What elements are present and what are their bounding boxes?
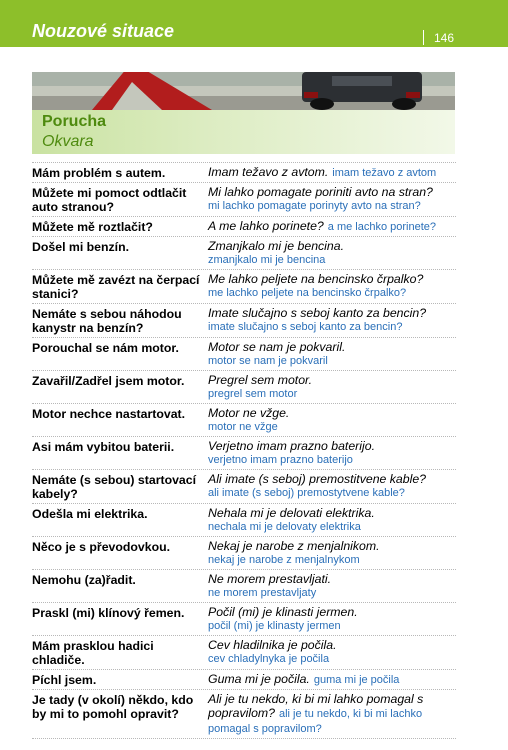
- phrase-row: [32, 217, 456, 237]
- slovenian-translation: [208, 692, 456, 736]
- czech-phrase: Došel mi benzín.: [32, 240, 130, 254]
- slovenian-phrase: Verjetno imam prazno baterijo.: [208, 439, 375, 453]
- photo-illustration: [32, 72, 455, 110]
- pronunciation: pregrel sem motor: [208, 388, 298, 400]
- pronunciation: ne morem prestavljaty: [208, 587, 317, 599]
- czech-phrase: Píchl jsem.: [32, 673, 97, 687]
- czech-phrase: Mám prasklou hadici chladiče.: [32, 639, 154, 667]
- slovenian-phrase: Pregrel sem motor.: [208, 373, 313, 387]
- slovenian-phrase: Motor ne vžge.: [208, 406, 290, 420]
- slovenian-translation: [208, 638, 456, 667]
- section-header: [32, 110, 455, 154]
- slovenian-phrase: Nehala mi je delovati elektrika.: [208, 506, 375, 520]
- czech-phrase: Můžete mi pomoct odtlačit auto stranou?: [32, 186, 187, 214]
- slovenian-translation: [208, 506, 456, 534]
- czech-phrase: Porouchal se nám motor.: [32, 341, 179, 355]
- section-title: Porucha: [42, 113, 107, 130]
- slovenian-translation: [208, 472, 456, 501]
- slovenian-phrase: A me lahko porinete?: [208, 219, 324, 233]
- slovenian-translation: [208, 572, 456, 600]
- pronunciation: imate slučajno s seboj kanto za bencin?: [208, 321, 403, 333]
- slovenian-translation: [208, 272, 456, 301]
- slovenian-phrase: Imam težavo z avtom.: [208, 165, 329, 179]
- pronunciation: nechala mi je delovaty elektrika: [208, 521, 361, 533]
- slovenian-translation: [208, 605, 456, 633]
- phrase-row: [32, 504, 456, 537]
- pronunciation: a me lachko porinete?: [327, 221, 436, 233]
- chapter-title: Nouzové situace: [32, 21, 175, 41]
- phrase-row: [32, 603, 456, 636]
- czech-phrase: Mám problém s autem.: [32, 166, 166, 180]
- slovenian-translation: [208, 539, 456, 567]
- slovenian-phrase: Mi lahko pomagate poriniti avto na stran?: [208, 185, 433, 199]
- slovenian-translation: [208, 239, 456, 267]
- phrase-row: [32, 690, 456, 739]
- czech-phrase: Asi mám vybitou baterii.: [32, 440, 175, 454]
- slovenian-translation: [208, 185, 456, 214]
- phrase-row: [32, 404, 456, 437]
- slovenian-translation: [208, 219, 456, 234]
- slovenian-phrase: Cev hladilnika je počila.: [208, 638, 337, 652]
- pronunciation: motor se nam je pokvaril: [208, 355, 328, 367]
- slovenian-translation: [208, 373, 456, 401]
- phrase-row: [32, 437, 456, 470]
- czech-phrase: Zavařil/Zadřel jsem motor.: [32, 374, 185, 388]
- slovenian-phrase: Imate slučajno s seboj kanto za bencin?: [208, 306, 427, 320]
- czech-phrase: Nemáte (s sebou) startovací kabely?: [32, 473, 197, 501]
- page-header: [0, 0, 508, 47]
- phrase-row: [32, 470, 456, 504]
- czech-phrase: Nemohu (za)řadit.: [32, 573, 136, 587]
- phrase-row: [32, 338, 456, 371]
- pronunciation: ali imate (s seboj) premostytvene kable?: [208, 487, 405, 499]
- phrase-row: [32, 537, 456, 570]
- page-number: 146: [434, 31, 455, 45]
- slovenian-phrase: Guma mi je počila.: [208, 672, 310, 686]
- slovenian-translation: [208, 406, 456, 434]
- slovenian-phrase: Ali je tu nekdo, ki bi mi lahko pomagal s popravilom?: [208, 692, 424, 720]
- phrase-row: [32, 371, 456, 404]
- czech-phrase: Můžete mě zavézt na čerpací stanici?: [32, 273, 200, 301]
- slovenian-translation: [208, 672, 456, 687]
- phrase-list: [32, 162, 456, 739]
- czech-phrase: Praskl (mi) klínový řemen.: [32, 606, 185, 620]
- slovenian-translation: [208, 340, 456, 368]
- phrase-row: [32, 270, 456, 304]
- pronunciation: imam težavo z avtom: [332, 167, 437, 179]
- phrase-row: [32, 183, 456, 217]
- pronunciation: nekaj je narobe z menjalnykom: [208, 554, 360, 566]
- czech-phrase: Něco je s převodovkou.: [32, 540, 171, 554]
- slovenian-phrase: Zmanjkalo mi je bencina.: [208, 239, 345, 253]
- czech-phrase: Je tady (v okolí) někdo, kdo by mi to pomohl opravit?: [32, 693, 194, 721]
- slovenian-phrase: Ne morem prestavljati.: [208, 572, 332, 586]
- phrase-row: [32, 570, 456, 603]
- phrase-row: [32, 304, 456, 338]
- pronunciation: zmanjkalo mi je bencina: [208, 254, 326, 266]
- czech-phrase: Můžete mě roztlačit?: [32, 220, 153, 234]
- slovenian-phrase: Nekaj je narobe z menjalnikom.: [208, 539, 380, 553]
- czech-phrase: Motor nechce nastartovat.: [32, 407, 186, 421]
- pronunciation: motor ne vžge: [208, 421, 278, 433]
- slovenian-translation: [208, 165, 456, 180]
- slovenian-phrase: Motor se nam je pokvaril.: [208, 340, 346, 354]
- pronunciation: ali je tu nekdo, ki bi mi lachko pomagal s popravilom?: [208, 708, 423, 735]
- slovenian-translation: [208, 439, 456, 467]
- header-divider: [423, 30, 424, 45]
- pronunciation: cev chladylnyka je počila: [208, 653, 330, 665]
- phrase-row: [32, 162, 456, 183]
- pronunciation: me lachko peljete na bencinsko črpalko?: [208, 287, 407, 299]
- czech-phrase: Nemáte s sebou náhodou kanystr na benzín?: [32, 307, 182, 335]
- slovenian-phrase: Ali imate (s seboj) premostitvene kable?: [208, 472, 427, 486]
- czech-phrase: Odešla mi elektrika.: [32, 507, 148, 521]
- pronunciation: počil (mi) je klinasty jermen: [208, 620, 341, 632]
- slovenian-translation: [208, 306, 456, 335]
- phrase-row: [32, 670, 456, 690]
- warning-triangle-car-photo: [32, 72, 455, 110]
- phrase-row: [32, 237, 456, 270]
- pronunciation: mi lachko pomagate porinyty avto na stran?: [208, 200, 421, 212]
- section-subtitle: Okvara: [42, 133, 94, 150]
- pronunciation: verjetno imam prazno baterijo: [208, 454, 353, 466]
- pronunciation: guma mi je počila: [313, 674, 400, 686]
- phrase-row: [32, 636, 456, 670]
- slovenian-phrase: Počil (mi) je klinasti jermen.: [208, 605, 358, 619]
- slovenian-phrase: Me lahko peljete na bencinsko črpalko?: [208, 272, 424, 286]
